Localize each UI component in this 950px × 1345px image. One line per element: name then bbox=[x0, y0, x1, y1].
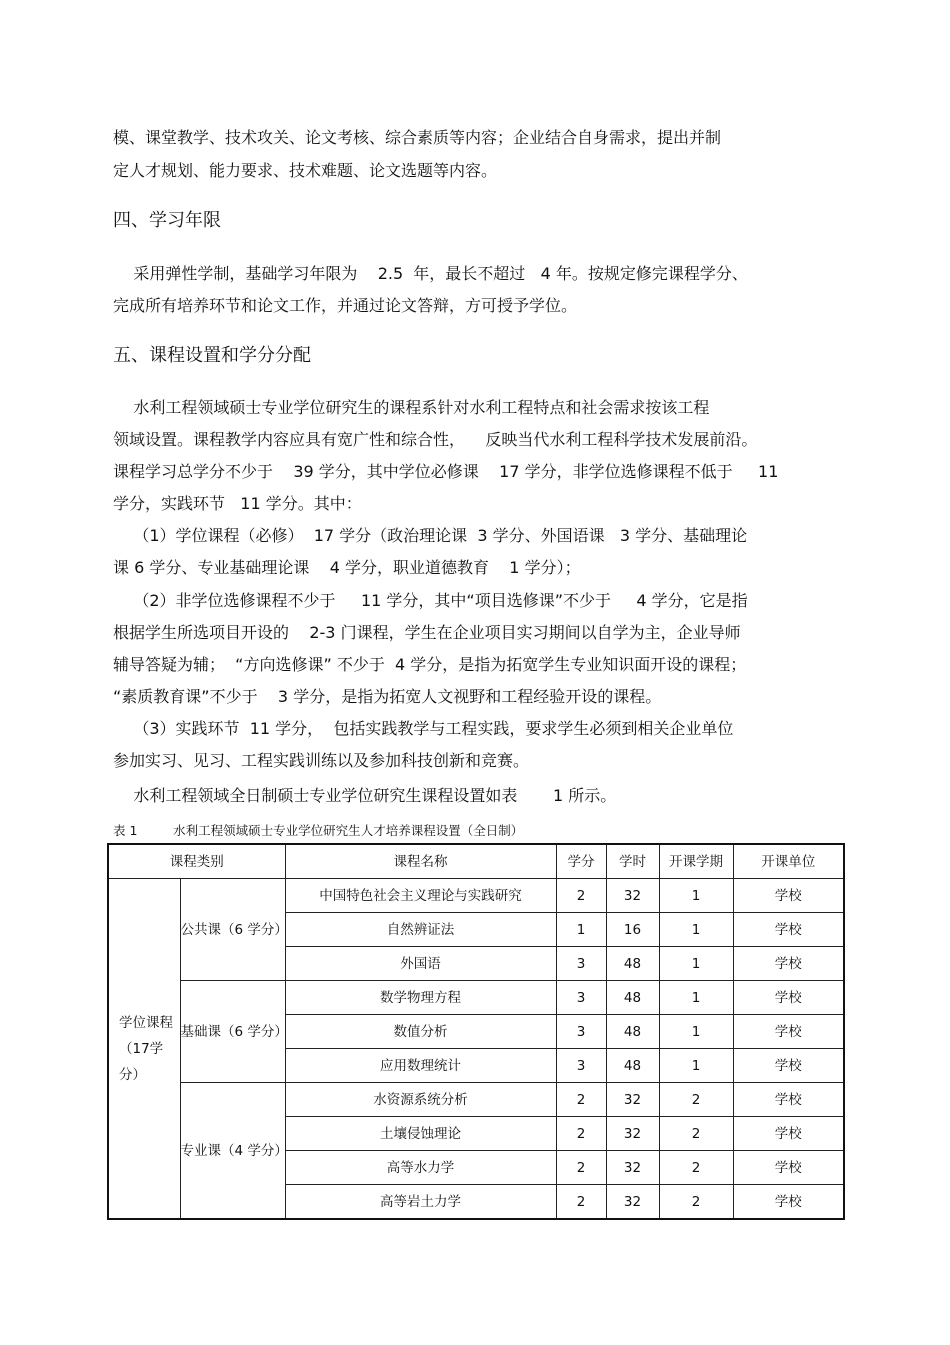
paragraph-line: （3）实践环节 11 学分， 包括实践教学与工程实践，要求学生必须到相关企业单位 bbox=[113, 719, 734, 738]
course-hours: 48 bbox=[606, 981, 659, 1015]
paragraph-line: 学分，实践环节 11 学分。其中： bbox=[113, 494, 362, 513]
course-hours: 32 bbox=[606, 1185, 659, 1220]
course-credits: 3 bbox=[556, 1049, 606, 1083]
course-hours: 32 bbox=[606, 1117, 659, 1151]
course-semester: 2 bbox=[659, 1185, 733, 1220]
paragraph-line: 课 6 学分、专业基础理论课 4 学分，职业道德教育 1 学分）； bbox=[113, 558, 581, 577]
course-unit: 学校 bbox=[733, 1049, 844, 1083]
course-unit: 学校 bbox=[733, 1117, 844, 1151]
paragraph-line: “素质教育课”不少于 3 学分，是指为拓宽人文视野和工程经验开设的课程。 bbox=[113, 687, 662, 706]
header-name: 课程名称 bbox=[285, 844, 556, 879]
section-heading-4: 四、学习年限 bbox=[113, 210, 221, 231]
paragraph-line: （2）非学位选修课程不少于 11 学分，其中“项目选修课”不少于 4 学分，它是指 bbox=[113, 591, 748, 610]
course-credits: 2 bbox=[556, 1117, 606, 1151]
table-row bbox=[108, 1083, 844, 1117]
course-credits: 3 bbox=[556, 981, 606, 1015]
course-semester: 1 bbox=[659, 879, 733, 913]
group-basic: 基础课（6 学分） bbox=[180, 981, 285, 1083]
paragraph-line: 采用弹性学制，基础学习年限为 2.5 年，最长不超过 4 年。按规定修完课程学分、 bbox=[113, 264, 748, 283]
course-name: 土壤侵蚀理论 bbox=[285, 1117, 556, 1151]
course-semester: 1 bbox=[659, 913, 733, 947]
course-credits: 2 bbox=[556, 1185, 606, 1220]
course-hours: 32 bbox=[606, 1083, 659, 1117]
course-unit: 学校 bbox=[733, 981, 844, 1015]
paragraph-line: 水利工程领域全日制硕士专业学位研究生课程设置如表 1 所示。 bbox=[113, 786, 617, 805]
header-unit: 开课单位 bbox=[733, 844, 844, 879]
course-name: 数值分析 bbox=[285, 1015, 556, 1049]
course-unit: 学校 bbox=[733, 947, 844, 981]
paragraph-line: 参加实习、见习、工程实践训练以及参加科技创新和竞赛。 bbox=[113, 751, 530, 770]
paragraph-line: 辅导答疑为辅； “方向选修课” 不少于 4 学分，是指为拓宽学生专业知识面开设的课程； bbox=[113, 655, 747, 674]
table-header-row bbox=[108, 844, 844, 879]
course-credits: 1 bbox=[556, 913, 606, 947]
course-semester: 1 bbox=[659, 1049, 733, 1083]
paragraph-line: 完成所有培养环节和论文工作，并通过论文答辩，方可授予学位。 bbox=[113, 296, 578, 315]
table-row bbox=[108, 879, 844, 913]
course-name: 水资源系统分析 bbox=[285, 1083, 556, 1117]
course-semester: 2 bbox=[659, 1117, 733, 1151]
course-credits: 2 bbox=[556, 879, 606, 913]
course-credits: 2 bbox=[556, 1083, 606, 1117]
paragraph-line: 课程学习总学分不少于 39 学分，其中学位必修课 17 学分，非学位选修课程不低于 11 bbox=[113, 462, 779, 481]
section-heading-5: 五、课程设置和学分分配 bbox=[113, 345, 311, 366]
group-public: 公共课（6 学分） bbox=[180, 879, 285, 981]
course-hours: 16 bbox=[606, 913, 659, 947]
course-unit: 学校 bbox=[733, 1083, 844, 1117]
header-hours: 学时 bbox=[606, 844, 659, 879]
course-semester: 1 bbox=[659, 947, 733, 981]
paragraph-line: 定人才规划、能力要求、技术难题、论文选题等内容。 bbox=[113, 161, 498, 180]
course-name: 高等水力学 bbox=[285, 1151, 556, 1185]
group-major: 专业课（4 学分） bbox=[180, 1083, 285, 1220]
course-name: 应用数理统计 bbox=[285, 1049, 556, 1083]
category-cell: 学位课程（17学分） bbox=[108, 879, 180, 1220]
paragraph-line: 领域设置。课程教学内容应具有宽广性和综合性， 反映当代水利工程科学技术发展前沿。 bbox=[113, 430, 758, 449]
course-name: 中国特色社会主义理论与实践研究 bbox=[285, 879, 556, 913]
course-name: 数学物理方程 bbox=[285, 981, 556, 1015]
course-unit: 学校 bbox=[733, 879, 844, 913]
table-caption: 表 1 水利工程领域硕士专业学位研究生人才培养课程设置（全日制） bbox=[113, 823, 524, 838]
paragraph-line: 根据学生所选项目开设的 2-3 门课程，学生在企业项目实习期间以自学为主，企业导师 bbox=[113, 623, 741, 642]
course-credits: 3 bbox=[556, 947, 606, 981]
header-category: 课程类别 bbox=[108, 844, 285, 879]
course-semester: 1 bbox=[659, 981, 733, 1015]
course-name: 外国语 bbox=[285, 947, 556, 981]
course-hours: 48 bbox=[606, 947, 659, 981]
course-unit: 学校 bbox=[733, 1151, 844, 1185]
course-semester: 2 bbox=[659, 1083, 733, 1117]
course-hours: 32 bbox=[606, 879, 659, 913]
paragraph-line: （1）学位课程（必修） 17 学分（政治理论课 3 学分、外国语课 3 学分、基础理论 bbox=[113, 526, 748, 545]
paragraph-line: 水利工程领域硕士专业学位研究生的课程系针对水利工程特点和社会需求按该工程 bbox=[113, 398, 710, 417]
course-semester: 1 bbox=[659, 1015, 733, 1049]
course-unit: 学校 bbox=[733, 913, 844, 947]
course-credits: 2 bbox=[556, 1151, 606, 1185]
course-name: 自然辨证法 bbox=[285, 913, 556, 947]
course-hours: 48 bbox=[606, 1049, 659, 1083]
course-credits: 3 bbox=[556, 1015, 606, 1049]
header-credits: 学分 bbox=[556, 844, 606, 879]
course-name: 高等岩土力学 bbox=[285, 1185, 556, 1220]
paragraph-line: 模、课堂教学、技术攻关、论文考核、综合素质等内容；企业结合自身需求，提出并制 bbox=[113, 128, 722, 147]
course-hours: 48 bbox=[606, 1015, 659, 1049]
course-unit: 学校 bbox=[733, 1015, 844, 1049]
course-table bbox=[107, 843, 845, 1220]
header-semester: 开课学期 bbox=[659, 844, 733, 879]
course-semester: 2 bbox=[659, 1151, 733, 1185]
table-row bbox=[108, 981, 844, 1015]
course-unit: 学校 bbox=[733, 1185, 844, 1220]
course-hours: 32 bbox=[606, 1151, 659, 1185]
